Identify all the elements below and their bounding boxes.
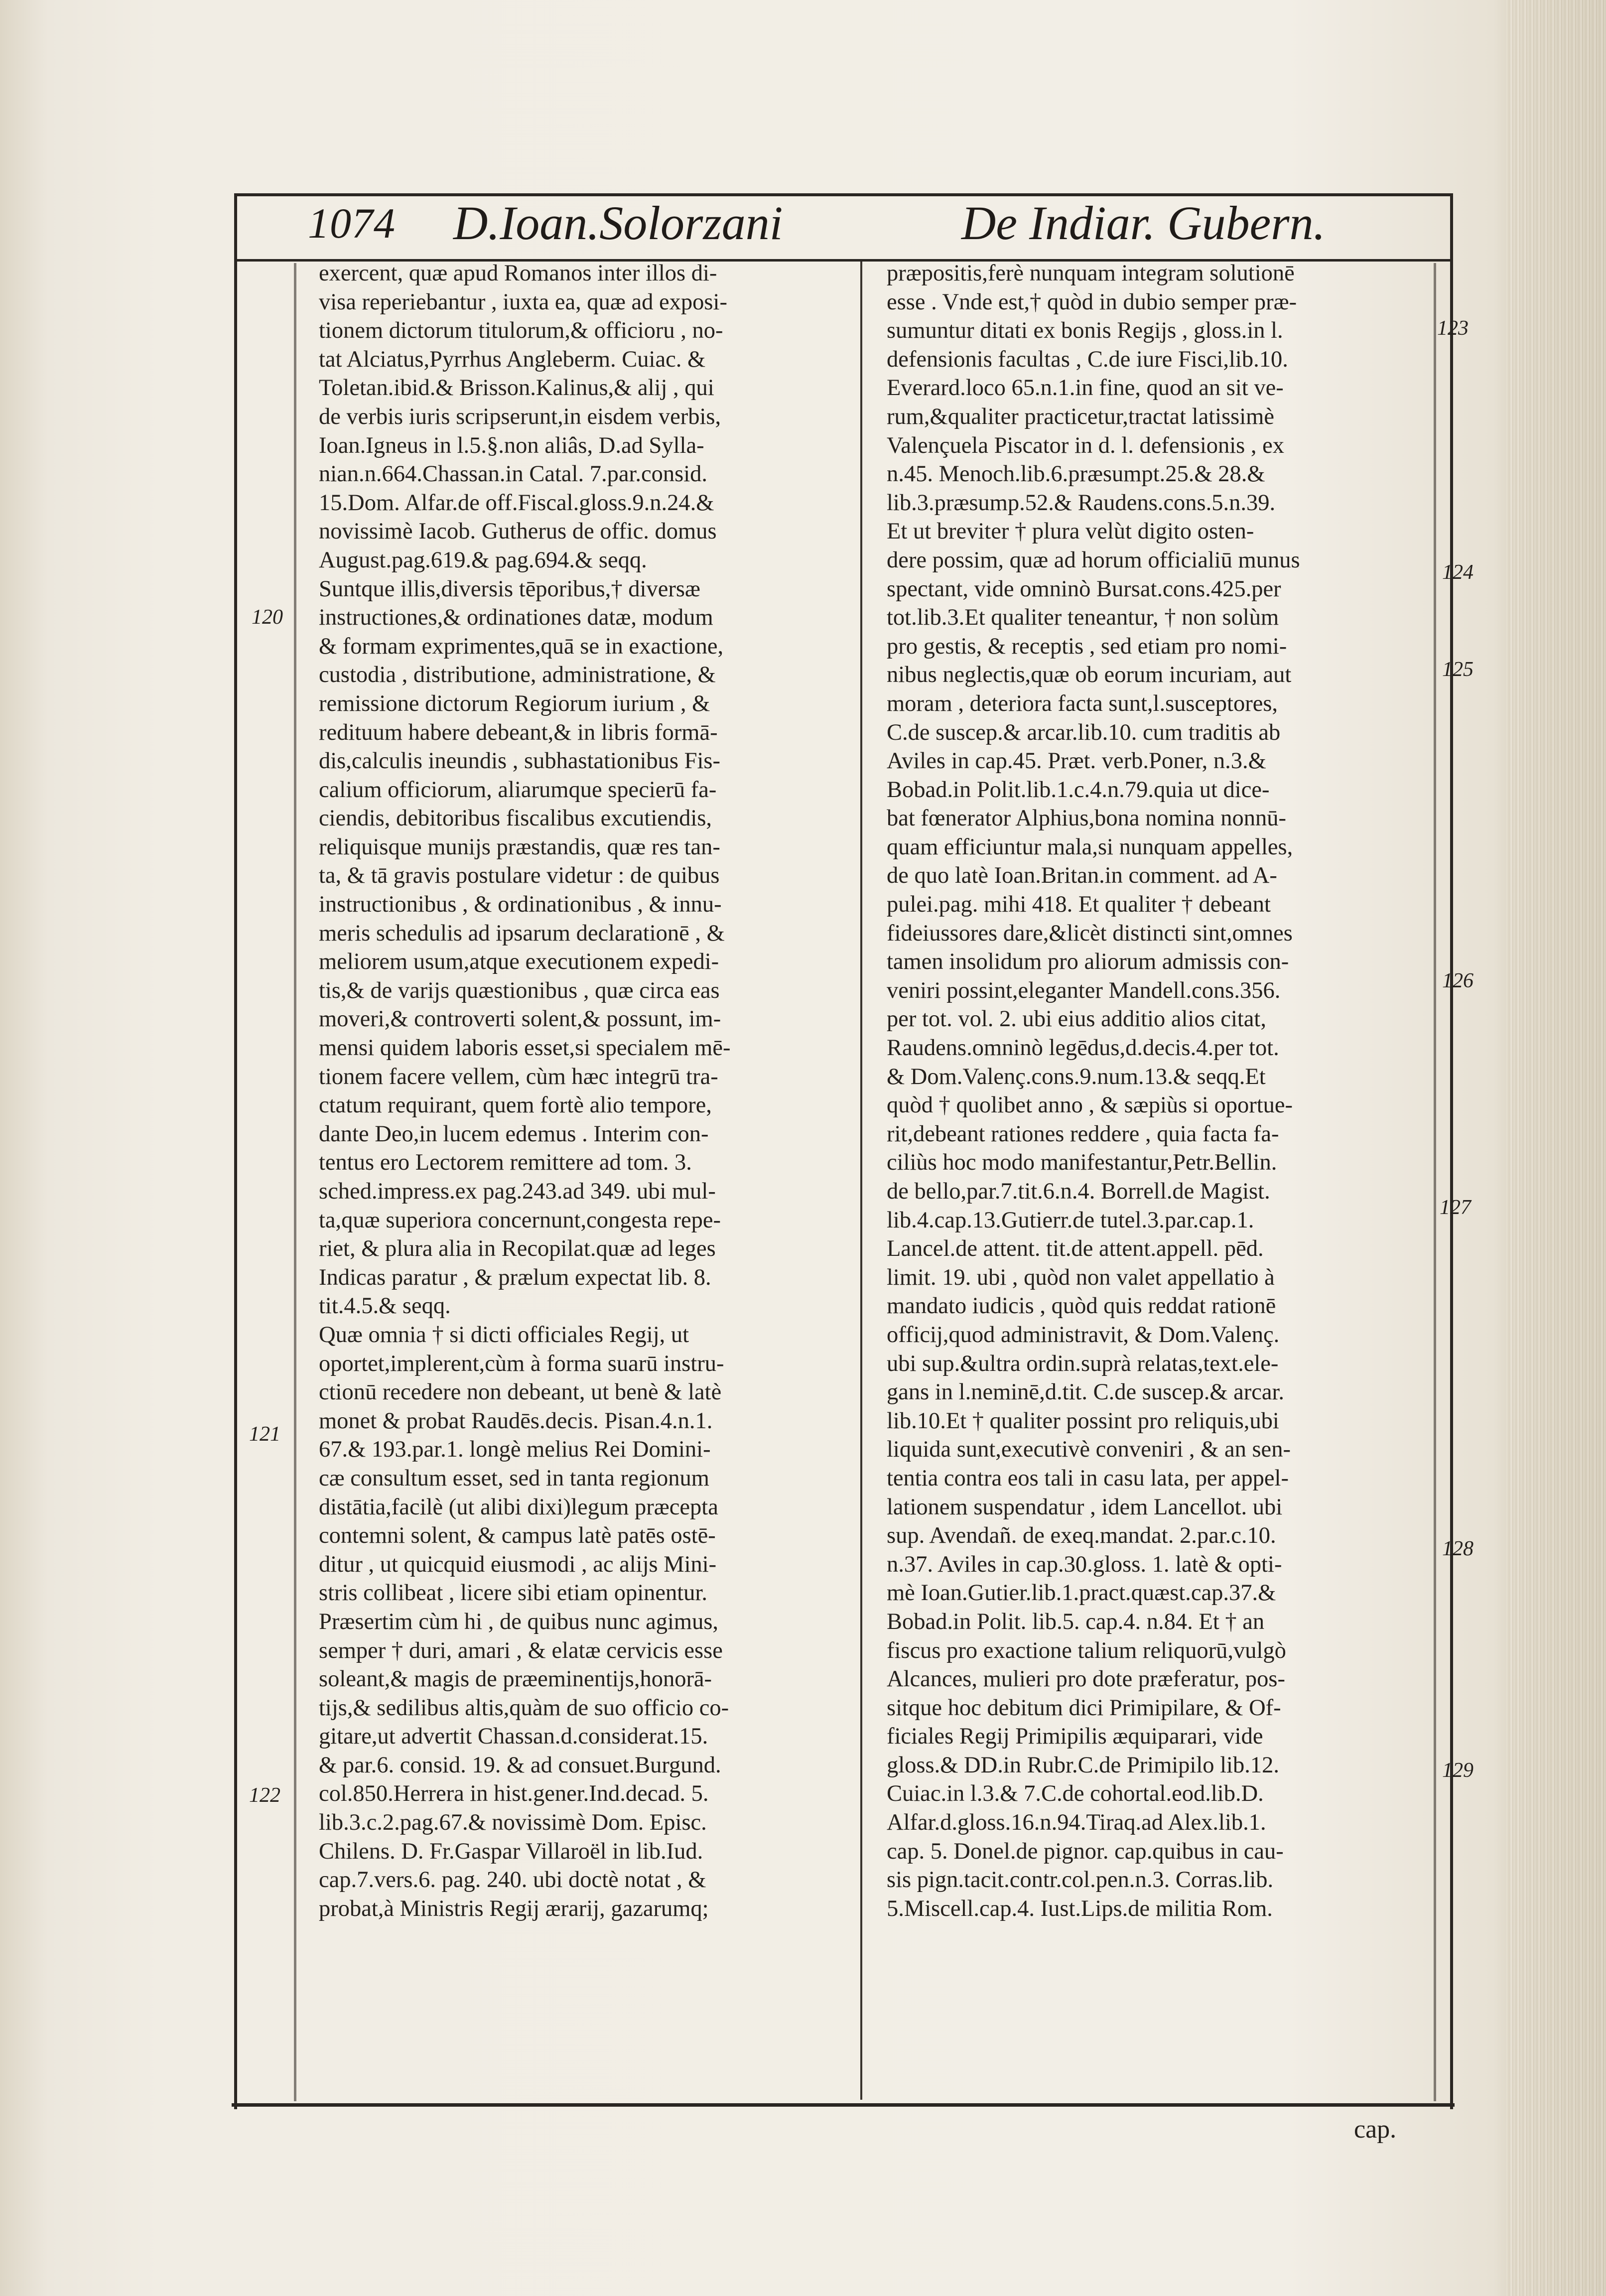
text-line: n.37. Aviles in cap.30.gloss. 1. latè & opti- xyxy=(887,1551,1282,1577)
column-divider xyxy=(860,262,862,2100)
text-line: ditur , ut quicquid eiusmodi , ac alijs Mini- xyxy=(319,1551,717,1577)
text-line: Cuiac.in l.3.& 7.C.de cohortal.eod.lib.D. xyxy=(887,1781,1264,1807)
text-line: gans in l.neminē,d.tit. C.de suscep.& arcar. xyxy=(887,1379,1285,1405)
text-line: Aviles in cap.45. Præt. verb.Poner, n.3.& xyxy=(887,748,1266,774)
text-line: 67.& 193.par.1. longè melius Rei Domini- xyxy=(319,1437,711,1463)
text-line: remissione dictorum Regiorum iurium , & xyxy=(319,690,710,716)
text-line: lib.10.Et † qualiter possint pro reliquis,ubi xyxy=(887,1408,1279,1434)
text-line: moveri,& controverti solent,& possunt, im- xyxy=(319,1006,721,1032)
text-line: tentia contra eos tali in casu lata, per appel- xyxy=(887,1465,1289,1491)
text-line: pro gestis, & receptis , sed etiam pro nomi- xyxy=(887,633,1287,659)
text-line: 5.Miscell.cap.4. Iust.Lips.de militia Rom. xyxy=(887,1895,1273,1921)
margin-number: 121 xyxy=(249,1423,280,1446)
text-line: de bello,par.7.tit.6.n.4. Borrell.de Magist. xyxy=(887,1179,1270,1204)
text-line: August.pag.619.& pag.694.& seqq. xyxy=(319,547,647,573)
text-line: & par.6. consid. 19. & ad consuet.Burgund. xyxy=(319,1752,721,1778)
text-line: lib.4.cap.13.Gutierr.de tutel.3.par.cap.1. xyxy=(887,1207,1254,1233)
text-line: Quæ omnia † si dicti officiales Regij, ut xyxy=(319,1322,689,1348)
right-column-rule xyxy=(1434,263,1436,2101)
text-line: meris schedulis ad ipsarum declarationē , & xyxy=(319,920,725,946)
text-line: soleant,& magis de præeminentijs,honorā- xyxy=(319,1666,712,1692)
text-line: novissimè Iacob. Gutherus de offic. domus xyxy=(319,519,717,544)
text-line: probat,à Ministris Regij ærarij, gazarumq; xyxy=(319,1895,709,1921)
text-line: gloss.& DD.in Rubr.C.de Primipilo lib.12. xyxy=(887,1752,1279,1778)
text-line: sup. Avendañ. de exeq.mandat. 2.par.c.10. xyxy=(887,1523,1276,1549)
margin-number: 122 xyxy=(249,1784,280,1807)
text-line: tat Alciatus,Pyrrhus Angleberm. Cuiac. & xyxy=(319,346,706,372)
text-line: contemni solent, & campus latè patēs ostē- xyxy=(319,1523,716,1549)
text-line: mè Ioan.Gutier.lib.1.pract.quæst.cap.37.& xyxy=(887,1580,1276,1606)
text-line: fideiussores dare,&licèt distincti sint,omnes xyxy=(887,920,1293,946)
text-line: meliorem usum,atque executionem expedi- xyxy=(319,949,719,975)
right-text-column xyxy=(887,259,1432,1923)
text-line: fiscus pro exactione talium reliquorū,vulgò xyxy=(887,1637,1286,1663)
text-line: quòd † quolibet anno , & sæpiùs si oportue- xyxy=(887,1092,1293,1118)
text-line: per tot. vol. 2. ubi eius additio alios citat, xyxy=(887,1006,1266,1032)
text-line: ciliùs hoc modo manifestantur,Petr.Bellin. xyxy=(887,1150,1277,1176)
text-line: rit,debeant rationes reddere , quia facta fa- xyxy=(887,1121,1279,1147)
text-line: cæ consultum esset, sed in tanta regionum xyxy=(319,1465,709,1491)
text-line: Everard.loco 65.n.1.in fine, quod an sit ve- xyxy=(887,375,1284,401)
text-line: & formam exprimentes,quā se in exactione, xyxy=(319,633,724,659)
text-line: nibus neglectis,quæ ob eorum incuriam, aut xyxy=(887,662,1292,688)
text-line: ciendis, debitoribus fiscalibus excutiendis, xyxy=(319,806,712,831)
text-line: instructiones,& ordinationes datæ, modum xyxy=(319,605,713,631)
running-title-work: De Indiar. Gubern. xyxy=(961,196,1326,250)
text-line: tit.4.5.& seqq. xyxy=(319,1293,451,1319)
text-line: visa reperiebantur , iuxta ea, quæ ad exposi- xyxy=(319,289,727,315)
text-line: officij,quod administravit, & Dom.Valenç. xyxy=(887,1322,1280,1348)
text-line: tentus ero Lectorem remittere ad tom. 3. xyxy=(319,1150,692,1176)
text-line: & Dom.Valenç.cons.9.num.13.& seqq.Et xyxy=(887,1064,1266,1089)
text-line: cap. 5. Donel.de pignor. cap.quibus in cau- xyxy=(887,1838,1284,1864)
text-line: instructionibus , & ordinationibus , & innu- xyxy=(319,892,722,918)
text-line: Et ut breviter † plura velùt digito osten- xyxy=(887,519,1254,544)
text-line: Præsertim cùm hi , de quibus nunc agimus, xyxy=(319,1609,719,1634)
text-line: distātia,facilè (ut alibi dixi)legum præcepta xyxy=(319,1494,718,1520)
text-line: col.850.Herrera in hist.gener.Ind.decad. 5. xyxy=(319,1781,709,1807)
text-line: ta, & tā gravis postulare videtur : de quibus xyxy=(319,863,720,889)
text-line: pulei.pag. mihi 418. Et qualiter † debeant xyxy=(887,892,1271,918)
text-line: Indicas paratur , & prælum expectat lib. 8. xyxy=(319,1264,711,1290)
text-line: rum,&qualiter practicetur,tractat latissimè xyxy=(887,404,1274,429)
left-column-rule xyxy=(294,263,296,2101)
margin-number: 124 xyxy=(1442,561,1473,584)
text-line: ctatum requirant, quem fortè alio tempore, xyxy=(319,1092,712,1118)
text-line: calium officiorum, aliarumque specierū fa- xyxy=(319,777,717,803)
text-line: dante Deo,in lucem edemus . Interim con- xyxy=(319,1121,709,1147)
text-line: tionem facere vellem, cùm hæc integrū tra- xyxy=(319,1064,718,1089)
text-line: C.de suscep.& arcar.lib.10. cum traditis ab xyxy=(887,719,1281,745)
text-line: cap.7.vers.6. pag. 240. ubi doctè notat , & xyxy=(319,1867,706,1893)
text-line: lib.3.præsump.52.& Raudens.cons.5.n.39. xyxy=(887,490,1276,516)
text-line: de verbis iuris scripserunt,in eisdem verbis, xyxy=(319,404,721,429)
text-line: Alcances, mulieri pro dote præferatur, pos- xyxy=(887,1666,1285,1692)
margin-number: 125 xyxy=(1442,658,1473,681)
text-line: Toletan.ibid.& Brisson.Kalinus,& alij , qui xyxy=(319,375,714,401)
text-line: exercent, quæ apud Romanos inter illos di- xyxy=(319,261,717,286)
text-line: defensionis facultas , C.de iure Fisci,lib.10. xyxy=(887,346,1288,372)
text-line: tijs,& sedilibus altis,quàm de suo officio co- xyxy=(319,1695,729,1721)
text-line: tionem dictorum titulorum,& officioru , no- xyxy=(319,318,723,344)
text-line: quam efficiuntur mala,si nunquam appelles, xyxy=(887,834,1293,860)
running-title-author: D.Ioan.Solorzani xyxy=(453,196,783,250)
text-line: mensi quidem laboris esset,si specialem mē- xyxy=(319,1035,731,1061)
margin-number: 127 xyxy=(1440,1196,1471,1219)
text-line: esse . Vnde est,† quòd in dubio semper præ- xyxy=(887,289,1297,315)
text-line: reliquisque munijs præstandis, quæ res tan- xyxy=(319,834,720,860)
text-line: Raudens.omninò legēdus,d.decis.4.per tot. xyxy=(887,1035,1279,1061)
text-line: ficiales Regij Primipilis æquiparari, vide xyxy=(887,1724,1263,1750)
text-line: sis pign.tacit.contr.col.pen.n.3. Corras.lib. xyxy=(887,1867,1274,1893)
text-line: Bobad.in Polit. lib.5. cap.4. n.84. Et † an xyxy=(887,1609,1265,1634)
text-line: stris collibeat , licere sibi etiam opinentur. xyxy=(319,1580,707,1606)
text-line: Suntque illis,diversis tēporibus,† diversæ xyxy=(319,576,700,602)
text-line: 15.Dom. Alfar.de off.Fiscal.gloss.9.n.24.& xyxy=(319,490,714,516)
page-number: 1074 xyxy=(308,199,396,247)
text-line: lib.3.c.2.pag.67.& novissimè Dom. Episc. xyxy=(319,1810,707,1836)
text-line: ta,quæ superiora concernunt,congesta repe- xyxy=(319,1207,721,1233)
text-line: riet, & plura alia in Recopilat.quæ ad leges xyxy=(319,1236,716,1262)
text-line: limit. 19. ubi , quòd non valet appellatio à xyxy=(887,1264,1275,1290)
text-line: Ioan.Igneus in l.5.§.non aliâs, D.ad Sylla- xyxy=(319,432,704,458)
text-line: præpositis,ferè nunquam integram solutionē xyxy=(887,261,1295,286)
text-line: sched.impress.ex pag.243.ad 349. ubi mul- xyxy=(319,1179,716,1204)
left-text-column xyxy=(319,259,852,1923)
margin-number: 129 xyxy=(1442,1759,1473,1782)
text-line: veniri possint,eleganter Mandell.cons.356. xyxy=(887,977,1281,1003)
margin-number: 128 xyxy=(1442,1537,1473,1560)
text-line: dis,calculis ineundis , subhastationibus Fis- xyxy=(319,748,720,774)
text-line: oportet,implerent,cùm à forma suarū instru- xyxy=(319,1351,724,1376)
text-line: n.45. Menoch.lib.6.præsumpt.25.& 28.& xyxy=(887,461,1265,487)
text-line: spectant, vide omninò Bursat.cons.425.per xyxy=(887,576,1281,602)
text-line: bat fœnerator Alphius,bona nomina nonnū- xyxy=(887,806,1286,831)
margin-number: 123 xyxy=(1437,317,1469,340)
text-line: gitare,ut advertit Chassan.d.considerat.15. xyxy=(319,1724,708,1750)
page-edge xyxy=(1506,0,1606,2296)
text-line: de quo latè Ioan.Britan.in comment. ad A- xyxy=(887,863,1277,889)
text-line: Valençuela Piscator in d. l. defensionis , ex xyxy=(887,432,1285,458)
text-line: liquida sunt,executivè conveniri , & an sen- xyxy=(887,1437,1291,1463)
text-line: Alfar.d.gloss.16.n.94.Tiraq.ad Alex.lib.1. xyxy=(887,1810,1266,1836)
text-line: redituum habere debeant,& in libris formā- xyxy=(319,719,718,745)
bottom-rule xyxy=(232,2103,1455,2107)
catchword: cap. xyxy=(1354,2115,1397,2144)
text-line: lationem suspendatur , idem Lancellot. ubi xyxy=(887,1494,1283,1520)
text-line: ubi sup.&ultra ordin.suprà relatas,text.ele- xyxy=(887,1351,1279,1376)
text-line: tis,& de varijs quæstionibus , quæ circa eas xyxy=(319,977,720,1003)
text-line: tot.lib.3.Et qualiter teneantur, † non solùm xyxy=(887,605,1279,631)
text-line: Lancel.de attent. tit.de attent.appell. pēd. xyxy=(887,1236,1264,1262)
text-line: moram , deteriora facta sunt,l.susceptores, xyxy=(887,690,1278,716)
margin-number: 126 xyxy=(1442,969,1473,992)
text-line: sitque hoc debitum dici Primipilare, & Of- xyxy=(887,1695,1281,1721)
text-line: Bobad.in Polit.lib.1.c.4.n.79.quia ut dice- xyxy=(887,777,1270,803)
text-line: mandato iudicis , quòd quis reddat rationē xyxy=(887,1293,1276,1319)
text-line: sumuntur ditati ex bonis Regijs , gloss.in l. xyxy=(887,318,1283,344)
text-line: Chilens. D. Fr.Gaspar Villaroël in lib.Iud. xyxy=(319,1838,703,1864)
text-line: monet & probat Raudēs.decis. Pisan.4.n.1. xyxy=(319,1408,713,1434)
text-line: custodia , distributione, administratione, & xyxy=(319,662,716,688)
text-line: ctionū recedere non debeant, ut benè & latè xyxy=(319,1379,722,1405)
text-line: tamen insolidum pro aliorum admissis con- xyxy=(887,949,1289,975)
text-line: dere possim, quæ ad horum officialiū munus xyxy=(887,547,1300,573)
text-line: semper † duri, amari , & elatæ cervicis esse xyxy=(319,1637,723,1663)
text-line: nian.n.664.Chassan.in Catal. 7.par.consid. xyxy=(319,461,708,487)
margin-number: 120 xyxy=(252,606,283,629)
